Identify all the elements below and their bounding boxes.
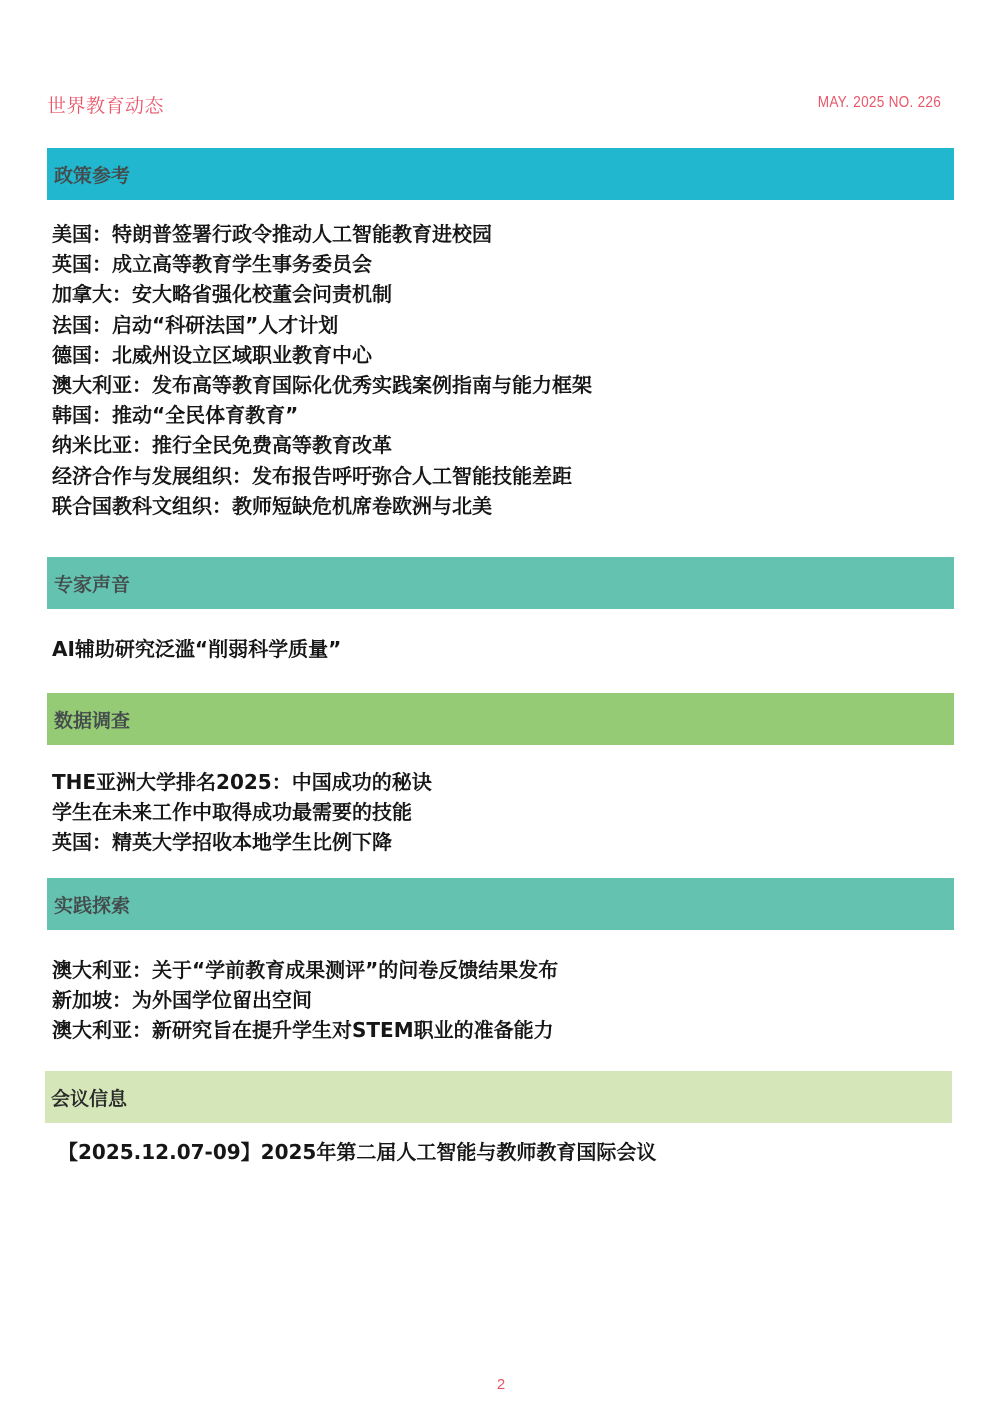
policy-list [52,219,592,521]
list-item[interactable]: 经济合作与发展组织：发布报告呼吁弥合人工智能技能差距 [52,463,572,488]
list-item[interactable]: THE亚洲大学排名2025：中国成功的秘诀 [52,770,432,794]
list-item[interactable]: 法国：启动“科研法国”人才计划 [52,312,339,337]
data-list [52,767,432,858]
section-header-data: 数据调查 [47,693,954,745]
list-item[interactable]: 新加坡：为外国学位留出空间 [52,988,312,1013]
list-item[interactable]: 德国：北威州设立区域职业教育中心 [52,342,372,367]
page-number: 2 [496,1376,506,1393]
list-item[interactable]: 纳米比亚：推行全民免费高等教育改革 [52,433,392,458]
list-item[interactable]: 学生在未来工作中取得成功最需要的技能 [52,800,412,825]
publication-title: 世界教育动态 [47,95,165,117]
list-item[interactable]: 澳大利亚：发布高等教育国际化优秀实践案例指南与能力框架 [52,373,592,398]
section-header-conference: 会议信息 [45,1071,952,1123]
section-header-expert: 专家声音 [47,557,954,609]
list-item[interactable]: 英国：精英大学招收本地学生比例下降 [52,830,392,855]
practice-list [52,955,558,1046]
list-item[interactable]: 美国：特朗普签署行政令推动人工智能教育进校园 [52,222,492,246]
list-item[interactable]: 澳大利亚：新研究旨在提升学生对STEM职业的准备能力 [52,1018,554,1043]
list-item[interactable]: 英国：成立高等教育学生事务委员会 [52,252,372,277]
expert-list [52,634,341,664]
conference-list [58,1137,656,1167]
section-header-policy: 政策参考 [47,148,954,200]
list-item[interactable]: 联合国教科文组织：教师短缺危机席卷欧洲与北美 [52,493,492,518]
list-item[interactable]: 加拿大：安大略省强化校董会问责机制 [52,282,392,307]
list-item[interactable]: 澳大利亚：关于“学前教育成果测评”的问卷反馈结果发布 [52,958,559,982]
list-item[interactable]: 韩国：推动“全民体育教育” [52,403,299,428]
list-item[interactable]: AI辅助研究泛滥“削弱科学质量” [52,637,342,661]
issue-number: MAY. 2025 NO. 226 [817,94,941,111]
list-item[interactable]: 【2025.12.07-09】2025年第二届人工智能与教师教育国际会议 [58,1140,657,1164]
section-header-practice: 实践探索 [47,878,954,930]
